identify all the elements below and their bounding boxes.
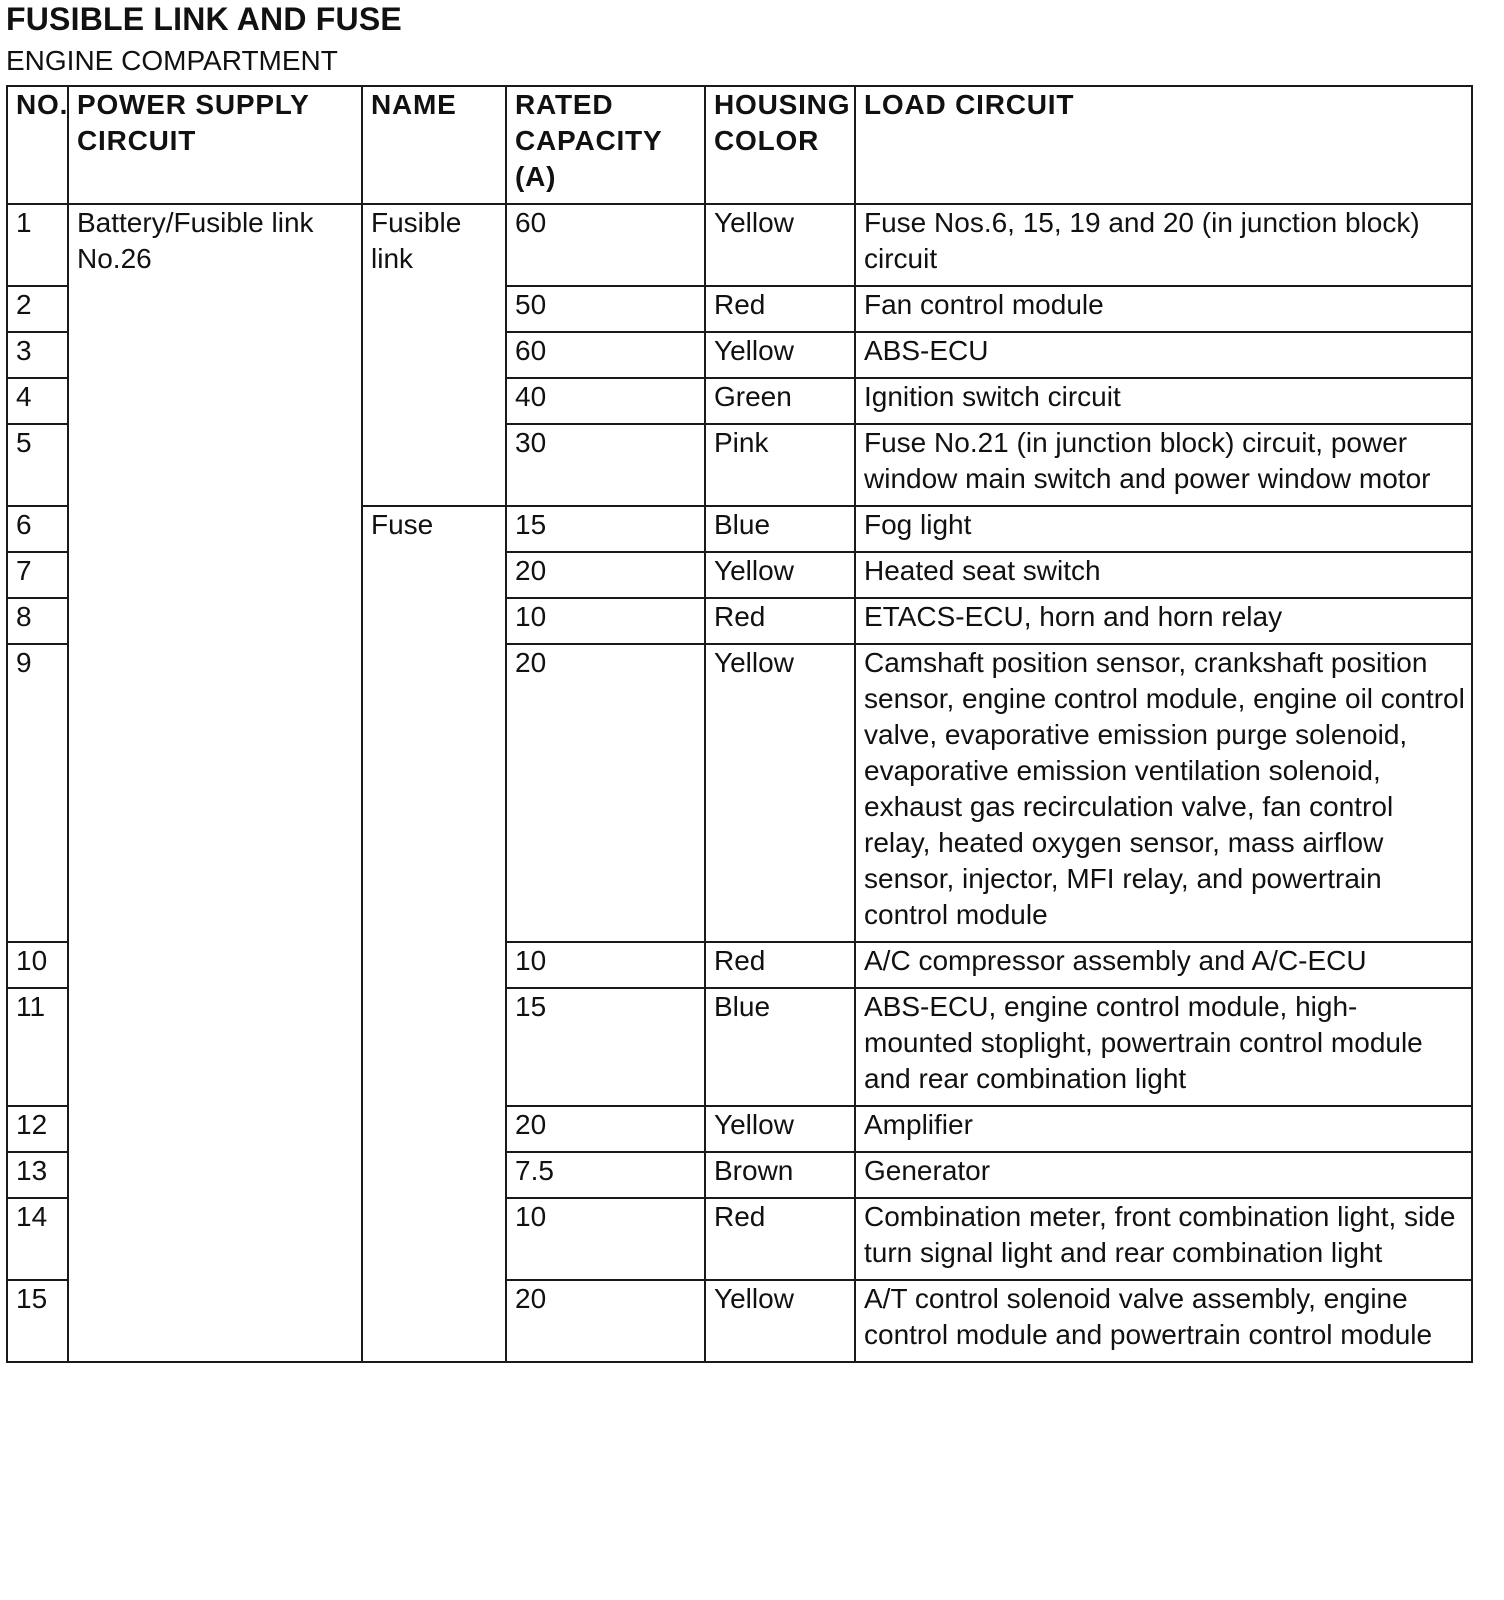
header-name: NAME (362, 86, 506, 204)
cell-rated-capacity: 20 (506, 1106, 705, 1152)
cell-load-circuit: Amplifier (855, 1106, 1472, 1152)
cell-no: 8 (7, 598, 68, 644)
cell-no: 3 (7, 332, 68, 378)
cell-no: 12 (7, 1106, 68, 1152)
cell-housing-color: Yellow (705, 644, 855, 942)
table-header-row (7, 86, 1472, 204)
cell-rated-capacity: 60 (506, 204, 705, 286)
cell-no: 1 (7, 204, 68, 286)
cell-rated-capacity: 60 (506, 332, 705, 378)
cell-load-circuit: ABS-ECU, engine control module, high-mounted stoplight, powertrain control module and rear combination light (855, 988, 1472, 1106)
cell-rated-capacity: 30 (506, 424, 705, 506)
cell-rated-capacity: 10 (506, 598, 705, 644)
page-subtitle: ENGINE COMPARTMENT (6, 45, 338, 76)
cell-load-circuit: Camshaft position sensor, crankshaft position sensor, engine control module, engine oil control valve, evaporative emission purge solenoid, evaporative emission ventilation solenoid, exhaust gas recirculation valve, fan control relay, heated oxygen sensor, mass airflow sensor, injector, MFI relay, and powertrain control module (855, 644, 1472, 942)
cell-load-circuit: Fan control module (855, 286, 1472, 332)
cell-load-circuit: ABS-ECU (855, 332, 1472, 378)
cell-housing-color: Blue (705, 506, 855, 552)
cell-housing-color: Yellow (705, 552, 855, 598)
table-row (7, 204, 1472, 286)
cell-rated-capacity: 20 (506, 1280, 705, 1362)
cell-no: 2 (7, 286, 68, 332)
header-load-circuit: LOAD CIRCUIT (855, 86, 1472, 204)
cell-load-circuit: Combination meter, front combination light, side turn signal light and rear combination light (855, 1198, 1472, 1280)
cell-load-circuit: Fuse Nos.6, 15, 19 and 20 (in junction block) circuit (855, 204, 1472, 286)
cell-housing-color: Red (705, 942, 855, 988)
cell-rated-capacity: 10 (506, 942, 705, 988)
cell-no: 14 (7, 1198, 68, 1280)
cell-rated-capacity: 15 (506, 988, 705, 1106)
header-housing-color: HOUSING COLOR (705, 86, 855, 204)
cell-rated-capacity: 7.5 (506, 1152, 705, 1198)
cell-load-circuit: A/C compressor assembly and A/C-ECU (855, 942, 1472, 988)
cell-housing-color: Pink (705, 424, 855, 506)
cell-no: 7 (7, 552, 68, 598)
cell-rated-capacity: 15 (506, 506, 705, 552)
cell-no: 10 (7, 942, 68, 988)
cell-no: 11 (7, 988, 68, 1106)
header-no: NO. (7, 86, 68, 204)
cell-housing-color: Green (705, 378, 855, 424)
cell-rated-capacity: 20 (506, 552, 705, 598)
cell-rated-capacity: 20 (506, 644, 705, 942)
cell-load-circuit: Fog light (855, 506, 1472, 552)
cell-load-circuit: A/T control solenoid valve assembly, engine control module and powertrain control module (855, 1280, 1472, 1362)
cell-no: 13 (7, 1152, 68, 1198)
cell-name-fuse: Fuse (362, 506, 506, 1362)
cell-no: 15 (7, 1280, 68, 1362)
cell-no: 6 (7, 506, 68, 552)
cell-power-supply-circuit: Battery/Fusible link No.26 (68, 204, 362, 1362)
cell-load-circuit: Generator (855, 1152, 1472, 1198)
header-rated-capacity: RATED CAPACITY (A) (506, 86, 705, 204)
cell-housing-color: Red (705, 286, 855, 332)
cell-rated-capacity: 40 (506, 378, 705, 424)
page-title: FUSIBLE LINK AND FUSE (6, 1, 402, 37)
cell-rated-capacity: 10 (506, 1198, 705, 1280)
cell-load-circuit: Fuse No.21 (in junction block) circuit, power window main switch and power window motor (855, 424, 1472, 506)
cell-load-circuit: ETACS-ECU, horn and horn relay (855, 598, 1472, 644)
header-power-supply-circuit: POWER SUPPLY CIRCUIT (68, 86, 362, 204)
cell-housing-color: Yellow (705, 332, 855, 378)
cell-no: 9 (7, 644, 68, 942)
cell-rated-capacity: 50 (506, 286, 705, 332)
cell-load-circuit: Ignition switch circuit (855, 378, 1472, 424)
cell-housing-color: Red (705, 598, 855, 644)
fuse-table (6, 85, 1473, 1363)
cell-no: 5 (7, 424, 68, 506)
cell-housing-color: Yellow (705, 1106, 855, 1152)
cell-housing-color: Brown (705, 1152, 855, 1198)
cell-housing-color: Yellow (705, 204, 855, 286)
cell-no: 4 (7, 378, 68, 424)
cell-load-circuit: Heated seat switch (855, 552, 1472, 598)
cell-housing-color: Red (705, 1198, 855, 1280)
cell-housing-color: Yellow (705, 1280, 855, 1362)
cell-housing-color: Blue (705, 988, 855, 1106)
cell-name-fusible-link: Fusible link (362, 204, 506, 506)
